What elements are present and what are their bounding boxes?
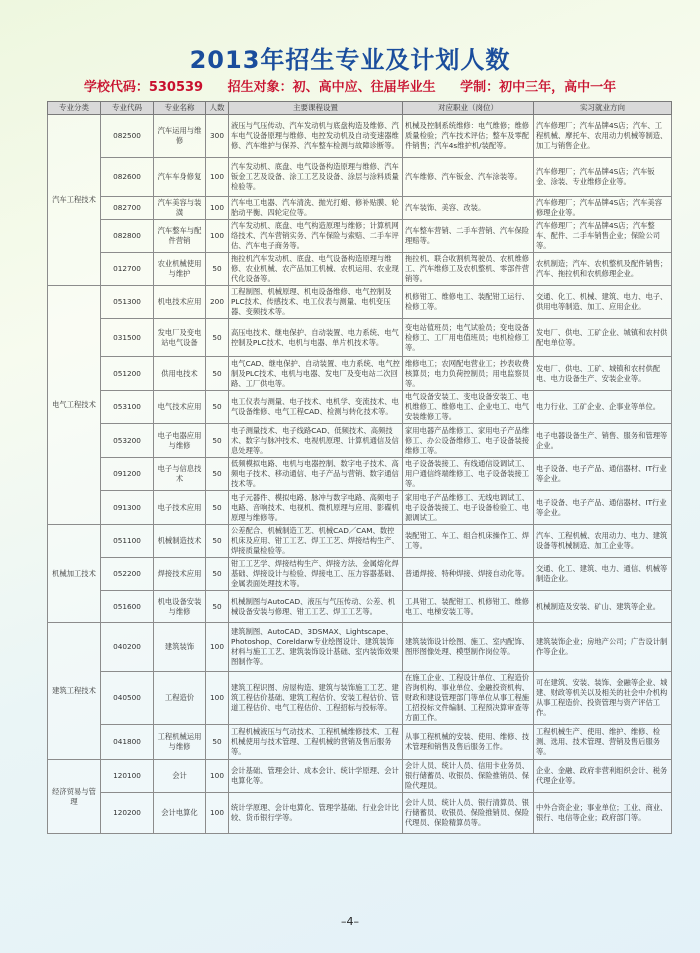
col-header: 对应职业（岗位） bbox=[403, 102, 534, 115]
cell-jobs: 家用电器产品维修工、家用电子产品维修工、办公设备维修工、电子设备装接维修工等。 bbox=[403, 424, 534, 458]
table-row bbox=[48, 286, 672, 319]
table-row bbox=[48, 115, 672, 158]
cell-jobs: 变电站值班员；电气试验员；变电设备检修工、工厂用电值班员；电机检修工等。 bbox=[403, 319, 534, 357]
table-row bbox=[48, 672, 672, 725]
cell-code: 041800 bbox=[101, 725, 154, 760]
cell-courses: 电气CAD、继电保护、自动装置、电力系统、电气控制及PLC技术、电机与电器、发电厂及变电站二次回路、工厂供电等。 bbox=[229, 357, 403, 391]
school-code: 学校代码：530539 bbox=[83, 80, 204, 95]
cell-code: 082600 bbox=[101, 158, 154, 197]
cell-count: 50 bbox=[206, 725, 229, 760]
page-number: –4– bbox=[341, 915, 359, 928]
cell-jobs: 汽车整车营销、二手车营销、汽车保险理赔等。 bbox=[403, 220, 534, 253]
cell-courses: 低频模拟电路、电机与电器控制、数字电子技术、高频电子技术、移动通信、电子产品与营销、数字通信技术等。 bbox=[229, 458, 403, 491]
cell-name: 建筑装饰 bbox=[154, 623, 206, 672]
table-row bbox=[48, 793, 672, 834]
col-header: 人数 bbox=[206, 102, 229, 115]
cell-count: 50 bbox=[206, 491, 229, 525]
table-row bbox=[48, 525, 672, 558]
cell-courses: 工程制图、机械原理、机电设备维修、电气控制及PLC技术、传感技术、电工仪表与测量、电机变压器、变频技术等。 bbox=[229, 286, 403, 319]
cell-code: 051300 bbox=[101, 286, 154, 319]
cell-code: 082700 bbox=[101, 197, 154, 220]
cell-direction: 发电厂、供电、工矿、城镇和农村供配电、电力设备生产、安装企业等。 bbox=[534, 357, 672, 391]
cell-jobs: 装配钳工、车工、组合机床操作工、焊工等。 bbox=[403, 525, 534, 558]
cell-jobs: 工具钳工、装配钳工、机修钳工、维修电工、电梯安装工等。 bbox=[403, 591, 534, 623]
cell-courses: 拖拉机汽车发动机、底盘、电气设备构造原理与维修、农业机械、农产品加工机械、农机运用、农业现代化设备等。 bbox=[229, 253, 403, 286]
cell-courses: 机械制图与AutoCAD、液压与气压传动、公差、机械设备安装与修理、钳工工艺、焊工工艺等。 bbox=[229, 591, 403, 623]
cell-name: 汽车车身修复 bbox=[154, 158, 206, 197]
cell-courses: 汽车发动机、底盘、电气构造原理与维修；计算机网络技术、汽车营销实务、汽车保险与索赔、二手车评估、汽车电子商务等。 bbox=[229, 220, 403, 253]
cell-courses: 钳工工艺学、焊接结构生产、焊接方法、金属熔化焊基础、焊接设计与检验、焊接电工、压力容器基础、金属表面处理技术等。 bbox=[229, 558, 403, 591]
cell-count: 50 bbox=[206, 424, 229, 458]
cell-direction: 电子电器设备生产、销售、服务和管理等企业。 bbox=[534, 424, 672, 458]
table-row bbox=[48, 458, 672, 491]
cell-courses: 汽车电工电器、汽车清洗、抛光打蜡、修补贴膜、轮胎动平衡、四轮定位等。 bbox=[229, 197, 403, 220]
cell-direction: 企业、金融、政府非营利组织会计、税务代理企业等。 bbox=[534, 760, 672, 793]
col-header: 主要课程设置 bbox=[229, 102, 403, 115]
cell-name: 焊接技术应用 bbox=[154, 558, 206, 591]
cell-count: 200 bbox=[206, 286, 229, 319]
cell-name: 汽车运用与维修 bbox=[154, 115, 206, 158]
table-row bbox=[48, 158, 672, 197]
table-row bbox=[48, 760, 672, 793]
table-row bbox=[48, 319, 672, 357]
cell-name: 农业机械使用与维护 bbox=[154, 253, 206, 286]
cell-direction: 农机制造；汽车、农机整机及配件销售；汽车、拖拉机和农机修理企业。 bbox=[534, 253, 672, 286]
cell-jobs: 汽车装饰、美容、改装。 bbox=[403, 197, 534, 220]
cell-count: 100 bbox=[206, 158, 229, 197]
cell-code: 051200 bbox=[101, 357, 154, 391]
cell-count: 50 bbox=[206, 319, 229, 357]
table-row bbox=[48, 197, 672, 220]
cell-count: 50 bbox=[206, 525, 229, 558]
cell-count: 100 bbox=[206, 760, 229, 793]
cell-courses: 建筑制图、AutoCAD、3DSMAX、Lightscape、Photoshop、Coreldarw专业绘图设计、建筑装饰材料与施工工艺、建筑装饰设计基础、室内装饰效果图制作等。 bbox=[229, 623, 403, 672]
cell-direction: 汽车修理厂；汽车品牌4S店；汽车整车、配件、二手车销售企业；保险公司等。 bbox=[534, 220, 672, 253]
cell-jobs: 在施工企业、工程设计单位、工程造价咨询机构、事业单位、金融投资机构、财政和建设管理部门等单位从事工程施工招投标文件编制、工程预决算审查等方面工作。 bbox=[403, 672, 534, 725]
cell-name: 机械制造技术 bbox=[154, 525, 206, 558]
table-row bbox=[48, 357, 672, 391]
subtitle-line bbox=[0, 76, 700, 95]
cell-count: 100 bbox=[206, 623, 229, 672]
cell-jobs: 电子设备装接工、有线通信设调试工、用户通信终端维修工、电子设备装接工等。 bbox=[403, 458, 534, 491]
cell-name: 汽车整车与配件营销 bbox=[154, 220, 206, 253]
cell-code: 040500 bbox=[101, 672, 154, 725]
cell-jobs: 从事工程机械的安装、使用、维修、技术管理和销售及售后服务工作。 bbox=[403, 725, 534, 760]
cell-courses: 高压电技术、继电保护、自动装置、电力系统、电气控制及PLC技术、电机与电器、单片机技术等。 bbox=[229, 319, 403, 357]
cell-name: 会计电算化 bbox=[154, 793, 206, 834]
cell-name: 机电技术应用 bbox=[154, 286, 206, 319]
table-row bbox=[48, 391, 672, 424]
table-row bbox=[48, 558, 672, 591]
cell-name: 会计 bbox=[154, 760, 206, 793]
cell-code: 091300 bbox=[101, 491, 154, 525]
cell-jobs: 会计人员、统计人员、信用卡业务员、银行储蓄员、收银员、保险推销员、保险代理员。 bbox=[403, 760, 534, 793]
cell-name: 电子与信息技术 bbox=[154, 458, 206, 491]
cell-code: 051100 bbox=[101, 525, 154, 558]
cell-name: 工程造价 bbox=[154, 672, 206, 725]
table-row bbox=[48, 220, 672, 253]
cell-count: 50 bbox=[206, 558, 229, 591]
cell-count: 50 bbox=[206, 591, 229, 623]
cell-jobs: 电气设备安装工、变电设备安装工、电机维修工、维修电工、企业电工、电气安装维修工等。 bbox=[403, 391, 534, 424]
cell-count: 100 bbox=[206, 197, 229, 220]
cell-direction: 电子设备、电子产品、通信器材、IT行业等企业。 bbox=[534, 491, 672, 525]
cell-courses: 液压与气压传动、汽车发动机与底盘构造及维修、汽车电气设备原理与维修、电控发动机及自动变速器维修、汽车维护与保养、汽车整车检测与故障诊断等。 bbox=[229, 115, 403, 158]
table-row bbox=[48, 491, 672, 525]
cell-name: 电子技术应用 bbox=[154, 491, 206, 525]
cell-code: 040200 bbox=[101, 623, 154, 672]
table-row bbox=[48, 424, 672, 458]
category-cell: 经济贸易与管理 bbox=[48, 760, 101, 834]
cell-code: 053100 bbox=[101, 391, 154, 424]
table-row bbox=[48, 591, 672, 623]
majors-table bbox=[47, 101, 672, 834]
cell-count: 50 bbox=[206, 458, 229, 491]
cell-name: 工程机械运用与维修 bbox=[154, 725, 206, 760]
cell-direction: 电子设备、电子产品、通信器材、IT行业等企业。 bbox=[534, 458, 672, 491]
cell-direction: 汽车修理厂；汽车品牌4S店；汽车钣金、涂装、专业维修企业等。 bbox=[534, 158, 672, 197]
cell-courses: 统计学原理、会计电算化、管理学基础、行业会计比较、货币银行学等。 bbox=[229, 793, 403, 834]
cell-jobs: 普通焊接、特种焊接、焊接自动化等。 bbox=[403, 558, 534, 591]
cell-direction: 汽车修理厂；汽车品牌4S店；汽车、工程机械、摩托车、农用动力机械等制造、加工与销售企业。 bbox=[534, 115, 672, 158]
enroll-target: 招生对象：初、高中应、往届毕业生 bbox=[227, 80, 436, 95]
cell-code: 082800 bbox=[101, 220, 154, 253]
cell-direction: 汽车、工程机械、农用动力、电力、建筑设备等机械制造、加工企业等。 bbox=[534, 525, 672, 558]
cell-direction: 交通、化工、建筑、电力、通信、机械等制造企业。 bbox=[534, 558, 672, 591]
cell-courses: 电子元器件、模拟电路、脉冲与数字电路、高频电子电路、音响技术、电视机、微机原理与应用、影碟机原理与维修等。 bbox=[229, 491, 403, 525]
cell-code: 012700 bbox=[101, 253, 154, 286]
cell-courses: 电工仪表与测量、电子技术、电机学、变流技术、电气设备维修、电气工程CAD、检测与转化技术等。 bbox=[229, 391, 403, 424]
cell-direction: 工程机械生产、使用、维护、维修、检测、选用、技术管理、营销及售后服务等。 bbox=[534, 725, 672, 760]
cell-direction: 机械制造及安装、矿山、建筑等企业。 bbox=[534, 591, 672, 623]
col-header: 专业代码 bbox=[101, 102, 154, 115]
cell-courses: 建筑工程识图、房屋构造、建筑与装饰施工工艺、建筑工程估价基础、建筑工程估价、安装工程估价、管道工程估价、电气工程估价、工程招标与投标等。 bbox=[229, 672, 403, 725]
table-row bbox=[48, 725, 672, 760]
cell-code: 091200 bbox=[101, 458, 154, 491]
cell-jobs: 建筑装饰设计绘图、施工、室内配饰、图形图像处理、模型制作岗位等。 bbox=[403, 623, 534, 672]
cell-count: 50 bbox=[206, 357, 229, 391]
col-header: 专业名称 bbox=[154, 102, 206, 115]
category-cell: 汽车工程技术 bbox=[48, 115, 101, 286]
cell-courses: 汽车发动机、底盘、电气设备构造原理与维修、汽车钣金工艺及设备、涂工工艺及设备、涂层与涂料质量检验等。 bbox=[229, 158, 403, 197]
cell-courses: 会计基础、管理会计、成本会计、统计学原理、会计电算化等。 bbox=[229, 760, 403, 793]
cell-name: 机电设备安装与维修 bbox=[154, 591, 206, 623]
category-cell: 电气工程技术 bbox=[48, 286, 101, 525]
cell-direction: 电力行业、工矿企业、企事业等单位。 bbox=[534, 391, 672, 424]
cell-name: 电气技术应用 bbox=[154, 391, 206, 424]
cell-code: 053200 bbox=[101, 424, 154, 458]
cell-direction: 汽车修理厂；汽车品牌4S店；汽车美容修理企业等。 bbox=[534, 197, 672, 220]
table-row bbox=[48, 623, 672, 672]
cell-jobs: 机修钳工、维修电工、装配钳工运行、检修工等。 bbox=[403, 286, 534, 319]
cell-jobs: 汽车维修、汽车钣金、汽车涂装等。 bbox=[403, 158, 534, 197]
cell-count: 300 bbox=[206, 115, 229, 158]
cell-courses: 公差配合、机械制造工艺、机械CAD／CAM、数控机床及应用、钳工工艺、焊工工艺、焊接结构生产、焊接质量检验等。 bbox=[229, 525, 403, 558]
category-cell: 建筑工程技术 bbox=[48, 623, 101, 760]
cell-count: 100 bbox=[206, 672, 229, 725]
category-cell: 机械加工技术 bbox=[48, 525, 101, 623]
cell-jobs: 维修电工；农网配电营业工；抄表收费核算员；电力负荷控制员；用电监察员等。 bbox=[403, 357, 534, 391]
cell-code: 120100 bbox=[101, 760, 154, 793]
cell-code: 120200 bbox=[101, 793, 154, 834]
cell-courses: 电子测量技术、电子线路CAD、低频技术、高频技术、数字与脉冲技术、电视机原理、计算机通信及信息处理等。 bbox=[229, 424, 403, 458]
col-header: 专业分类 bbox=[48, 102, 101, 115]
cell-direction: 可在建筑、安装、装饰、金融等企业、城建、财政等机关以及相关的社会中介机构从事工程造价、投资管理与资产评估工作。 bbox=[534, 672, 672, 725]
page-title: 2013年招生专业及计划人数 bbox=[189, 46, 511, 74]
cell-direction: 交通、化工、机械、建筑、电力、电子、供用电等制造、加工、应用企业。 bbox=[534, 286, 672, 319]
cell-count: 100 bbox=[206, 793, 229, 834]
cell-jobs: 家用电子产品维修工、无线电调试工、电子设备装接工、电子设备检验工、电源调试工。 bbox=[403, 491, 534, 525]
cell-code: 051600 bbox=[101, 591, 154, 623]
table-header-row bbox=[48, 102, 672, 115]
cell-courses: 工程机械液压与气动技术、工程机械维修技术、工程机械使用与技术管理、工程机械的营销及售后服务等。 bbox=[229, 725, 403, 760]
cell-jobs: 拖拉机、联合收割机驾驶员、农机维修工、汽车维修工及农机整机、零部件营销等。 bbox=[403, 253, 534, 286]
cell-direction: 中外合资企业；事业单位；工业、商业、银行、电信等企业；政府部门等。 bbox=[534, 793, 672, 834]
cell-jobs: 会计人员、统计人员、银行清算员、银行储蓄员、收银员、保险推销员、保险代理员、保险精算员等。 bbox=[403, 793, 534, 834]
study-duration: 学制：初中三年，高中一年 bbox=[460, 80, 617, 95]
cell-code: 082500 bbox=[101, 115, 154, 158]
table-row bbox=[48, 253, 672, 286]
cell-direction: 发电厂、供电、工矿企业、城镇和农村供配电单位等。 bbox=[534, 319, 672, 357]
cell-count: 100 bbox=[206, 220, 229, 253]
cell-code: 031500 bbox=[101, 319, 154, 357]
cell-direction: 建筑装饰企业；房地产公司；广告设计制作等企业。 bbox=[534, 623, 672, 672]
col-header: 实习就业方向 bbox=[534, 102, 672, 115]
cell-name: 电子电器应用与维修 bbox=[154, 424, 206, 458]
cell-count: 50 bbox=[206, 391, 229, 424]
cell-name: 发电厂及变电站电气设备 bbox=[154, 319, 206, 357]
cell-jobs: 机械及控制系统维修：电气维修；维修质量检验；汽车技术评估；整车及零配件销售；汽车4s维护机/装配等。 bbox=[403, 115, 534, 158]
cell-name: 供用电技术 bbox=[154, 357, 206, 391]
cell-code: 052200 bbox=[101, 558, 154, 591]
cell-name: 汽车美容与装潢 bbox=[154, 197, 206, 220]
cell-count: 50 bbox=[206, 253, 229, 286]
